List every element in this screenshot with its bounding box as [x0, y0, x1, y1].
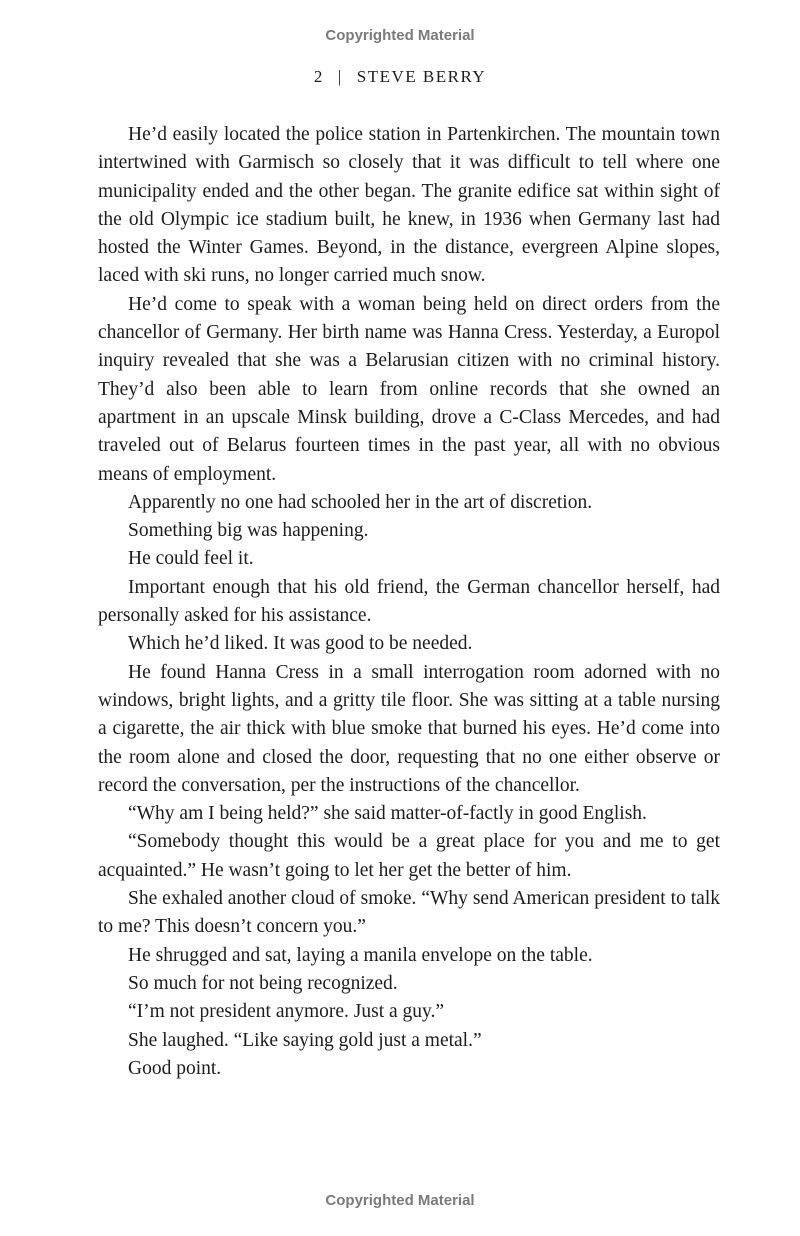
copyright-watermark-top: Copyrighted Material [325, 27, 475, 44]
paragraph: So much for not being recognized. [128, 972, 398, 994]
paragraph: “I’m not president anymore. Just a guy.” [128, 1001, 445, 1023]
paragraph: He could feel it. [128, 548, 254, 570]
paragraph: Good point. [128, 1057, 222, 1079]
author-name: STEVE BERRY [356, 67, 487, 86]
paragraph: “Why am I being held?” she said matter-of-factly in good English. [128, 803, 647, 825]
body-text [98, 121, 720, 1083]
paragraph: She exhaled another cloud of smoke. “Why send American president to talk to me? This doesn’t concern you.” [98, 888, 720, 938]
paragraph: He’d easily located the police station in Partenkirchen. The mountain town intertwined with Garmisch so closely that it was difficult to tell where one municipality ended and the other began. The granite edifice sat within sight of the old Olympic ice stadium built, he knew, in 1936 when Germany last had hosted the Winter Games. Beyond, in the distance, evergreen Alpine slopes, laced with ski runs, no longer carried much snow. [98, 124, 720, 287]
paragraph: Apparently no one had schooled her in the art of discretion. [128, 491, 593, 513]
paragraph: Important enough that his old friend, the German chancellor herself, had personally asked for his assistance. [98, 576, 720, 627]
header-separator: | [337, 67, 343, 86]
paragraph: He shrugged and sat, laying a manila envelope on the table. [128, 944, 593, 966]
copyright-watermark-bottom: Copyrighted Material [325, 1192, 475, 1209]
paragraph: “Somebody thought this would be a great place for you and me to get acquainted.” He wasn’t going to let her get the better of him. [98, 831, 720, 881]
paragraph: Something big was happening. [128, 520, 369, 542]
paragraph: He’d come to speak with a woman being held on direct orders from the chancellor of Germany. Her birth name was Hanna Cress. Yesterday, a Europol inquiry revealed that she was a Belarusian citizen with no criminal history. They’d also been able to learn from online records that she owned an apartment in an upscale Minsk building, drove a C-Class Mercedes, and had traveled out of Belarus fourteen times in the past year, all with no obvious means of employment. [98, 293, 720, 485]
page-number: 2 [313, 67, 324, 86]
paragraph: She laughed. “Like saying gold just a metal.” [128, 1029, 482, 1051]
paragraph: Which he’d liked. It was good to be needed. [128, 633, 473, 655]
running-header [0, 67, 800, 87]
paragraph: He found Hanna Cress in a small interrogation room adorned with no windows, bright lights, and a gritty tile floor. She was sitting at a table nursing a cigarette, the air thick with blue smoke that burned his eyes. He’d come into the room alone and closed the door, requesting that no one either observe or record the conversation, per the instructions of the chancellor. [98, 661, 720, 796]
